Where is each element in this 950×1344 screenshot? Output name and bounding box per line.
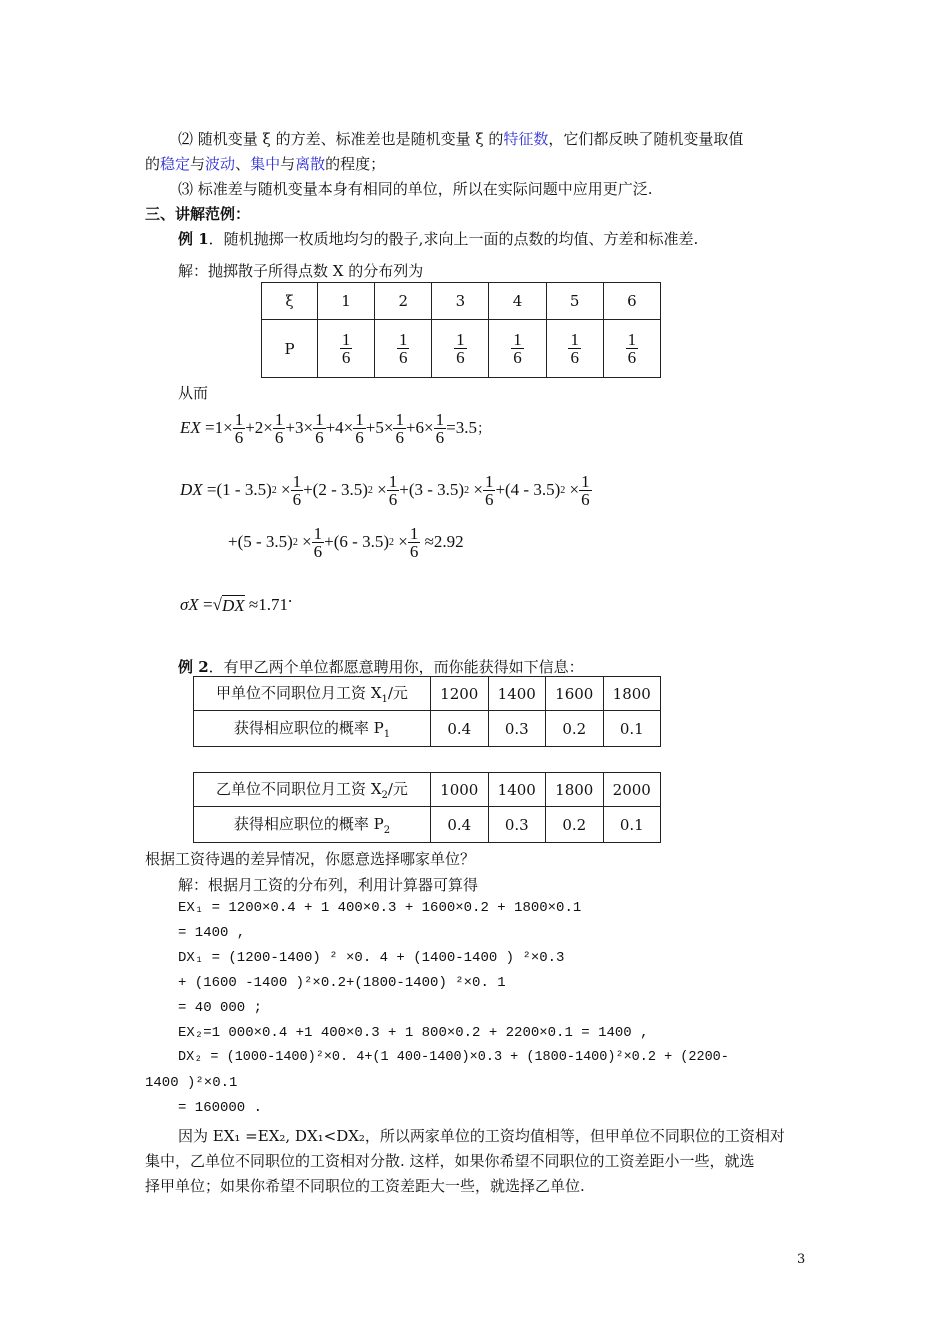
example-1-solution: 解：抛掷散子所得点数 X 的分布列为 (178, 262, 424, 280)
keyword-stable: 稳定 (160, 155, 191, 173)
table-cell: $\frac{1}{6}$ (432, 320, 489, 378)
calc-line: = 1400 , (178, 925, 246, 941)
table-cell: 0.3 (488, 711, 546, 747)
example-2-statement: 例 2．有甲乙两个单位都愿意聘用你，而你能获得如下信息： (178, 658, 584, 676)
table-row (194, 773, 661, 807)
calc-line: = 160000 . (178, 1100, 263, 1116)
table-cell: 5 (546, 283, 603, 320)
table-cell: 1800 (603, 677, 661, 711)
page-number: 3 (797, 1252, 806, 1267)
dx-formula-line1: DX =(1 - 3.5) 2 × $\frac{1}{6}$ +(2 - 3.5) 2 × $\frac{1}{6}$ +(3 - 3.5) 2 × $\frac{1}{6}$ +(4 - 3.5) 2 × $\frac{1}{6}$ (180, 471, 590, 509)
table-row (194, 807, 661, 843)
table-cell: 2 (375, 283, 432, 320)
table-cell: 1 (318, 283, 375, 320)
keyword-feature-number: 特征数 (503, 130, 549, 148)
dx-formula-line2: +(5 - 3.5) 2 × $\frac{1}{6}$ +(6 - 3.5) 2 × $\frac{1}{6}$ ≈2.92 (228, 523, 464, 561)
table-cell: $\frac{1}{6}$ (603, 320, 660, 378)
conclusion-line: 集中，乙单位不同职位的工资相对分散. 这样，如果你希望不同职位的工资差距小一些，就选 (145, 1152, 755, 1170)
table-row (194, 711, 661, 747)
table-cell: $\frac{1}{6}$ (375, 320, 432, 378)
table-cell: 0.2 (546, 807, 604, 843)
table-cell: $\frac{1}{6}$ (489, 320, 546, 378)
table-cell: 0.1 (603, 711, 661, 747)
table-cell: $\frac{1}{6}$ (318, 320, 375, 378)
calc-line: EX₁ = 1200×0.4 + 1 400×0.3 + 1600×0.2 + 1800×0.1 (178, 900, 582, 916)
table-cell: 1800 (546, 773, 604, 807)
example-2-solution: 解：根据月工资的分布列，利用计算器可算得 (178, 876, 479, 894)
table-row (262, 320, 661, 378)
table-cell: 6 (603, 283, 660, 320)
remark-3: ⑶ 标准差与随机变量本身有相同的单位，所以在实际问题中应用更广泛. (178, 180, 653, 198)
table-cell: 0.3 (488, 807, 546, 843)
keyword-dispersion: 离散 (295, 155, 326, 173)
example-2-question: 根据工资待遇的差异情况，你愿意选择哪家单位？ (145, 850, 476, 868)
table-cell: 1400 (488, 677, 546, 711)
table-head: 获得相应职位的概率 $P_1$ (194, 711, 431, 747)
table-row (262, 283, 661, 320)
sqrt-sign: √ (212, 595, 222, 614)
remark-2-line2: 的稳定与波动、集中与离散的程度； (145, 155, 386, 173)
calc-line: = 40 000 ; (178, 1000, 263, 1016)
calc-line: DX₂ = (1000-1400)²×0. 4+(1 400-1400)×0.3 + (1800-1400)²×0.2 + (2200- (178, 1050, 729, 1065)
keyword-fluctuation: 波动 (205, 155, 236, 173)
keyword-concentration: 集中 (250, 155, 281, 173)
table-cell: 1400 (488, 773, 546, 807)
table-cell: 3 (432, 283, 489, 320)
table-head: ξ (262, 283, 318, 320)
example-1-statement: 例 1．随机抛掷一枚质地均匀的骰子,求向上一面的点数的均值、方差和标准差. (178, 230, 699, 248)
table-cell: 1000 (431, 773, 489, 807)
table-cell: 2000 (603, 773, 661, 807)
salary-table-a (193, 676, 661, 747)
table-cell: 1600 (546, 677, 604, 711)
table-cell: 4 (489, 283, 546, 320)
thus-label: 从而 (178, 384, 209, 402)
table-cell: 1200 (431, 677, 489, 711)
calc-line: + (1600 -1400 )²×0.2+(1800-1400) ²×0. 1 (178, 975, 506, 991)
salary-table-b (193, 772, 661, 843)
example-2-label: 例 2 (178, 658, 209, 676)
table-cell: 0.1 (603, 807, 661, 843)
calc-line: EX₂=1 000×0.4 +1 400×0.3 + 1 800×0.2 + 2200×0.1 = 1400 , (178, 1025, 649, 1041)
example-1-label: 例 1 (178, 230, 209, 248)
calc-line: DX₁ = (1200-1400) ² ×0. 4 + (1400-1400 ) ²×0.3 (178, 950, 565, 966)
table-row (194, 677, 661, 711)
table-cell: $\frac{1}{6}$ (546, 320, 603, 378)
ex-formula: EX =1× $\frac{1}{6}$ +2× $\frac{1}{6}$ +3× $\frac{1}{6}$ +4× $\frac{1}{6}$ +5× $\frac{1}{6}$ +6× $\frac{1}{6}$ =3.5 ； (180, 409, 491, 447)
table-head: 获得相应职位的概率 $P_2$ (194, 807, 431, 843)
table-head: 甲单位不同职位月工资 $X_1/$元 (194, 677, 431, 711)
table-head: 乙单位不同职位月工资 $X_2/$元 (194, 773, 431, 807)
table-cell: 0.2 (546, 711, 604, 747)
table-cell: 0.4 (431, 807, 489, 843)
remark-2-line1: ⑵ 随机变量 ξ 的方差、标准差也是随机变量 ξ 的特征数，它们都反映了随机变量取值 (178, 130, 744, 148)
sigma-formula: σX = √ DX ≈1.71 . (180, 587, 293, 615)
conclusion-line: 择甲单位；如果你希望不同职位的工资差距大一些，就选择乙单位. (145, 1177, 585, 1195)
calc-line: 1400 )²×0.1 (145, 1075, 238, 1091)
table-cell: 0.4 (431, 711, 489, 747)
section-title: 三、讲解范例： (145, 205, 251, 223)
table-head: P (262, 320, 318, 378)
conclusion-line: 因为 EX₁ =EX₂, DX₁<DX₂，所以两家单位的工资均值相等，但甲单位不同职位的工资相对 (178, 1127, 785, 1145)
dice-distribution-table (261, 282, 661, 378)
